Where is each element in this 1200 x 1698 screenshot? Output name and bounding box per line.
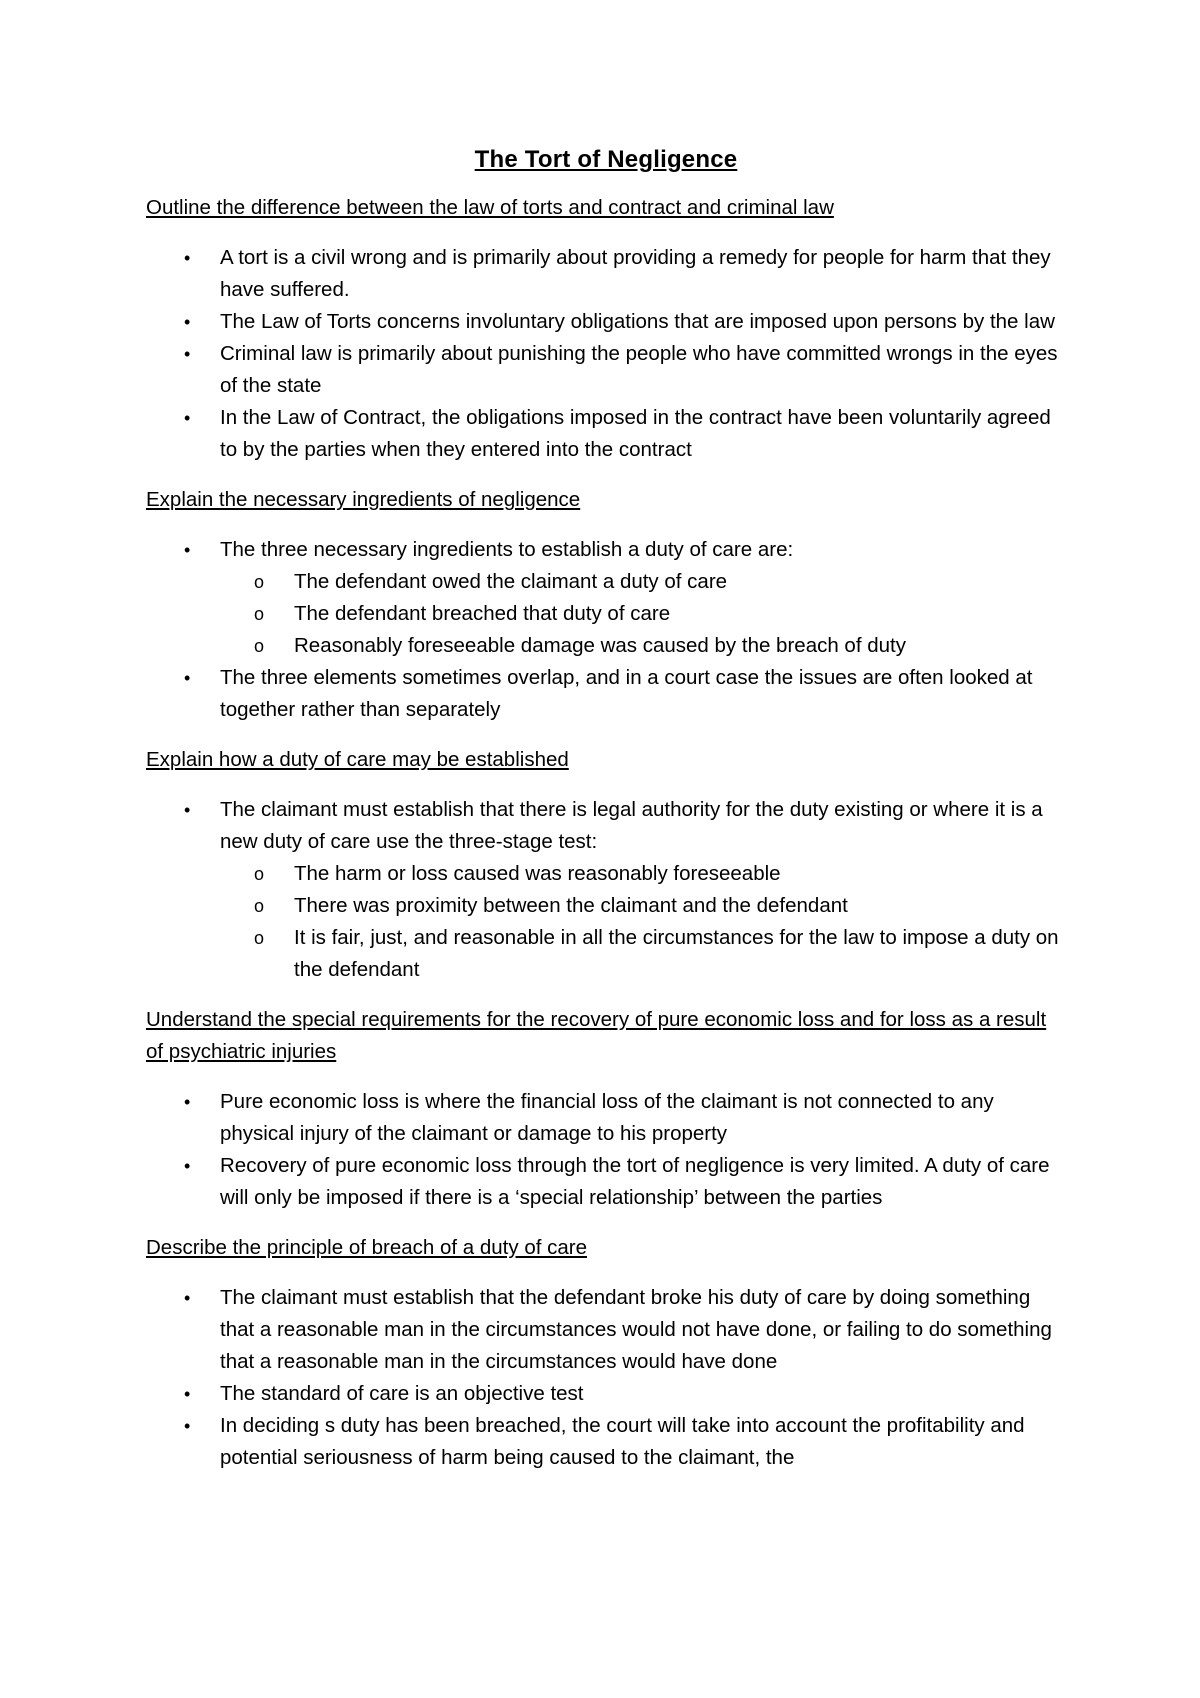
bullet-list xyxy=(146,794,1066,986)
sub-bullet-item xyxy=(220,630,1066,662)
bullet-text: Pure economic loss is where the financial loss of the claimant is not connected to any physical injury of the claimant or damage to his property xyxy=(220,1090,994,1145)
sub-list-wrapper xyxy=(146,858,1066,986)
bullet-list xyxy=(146,534,1066,726)
sections-container xyxy=(146,192,1066,1474)
sub-bullet-item xyxy=(220,566,1066,598)
circle-bullet-icon: o xyxy=(254,636,265,656)
section-heading: Explain the necessary ingredients of negligence xyxy=(146,488,581,511)
bullet-text: The standard of care is an objective test xyxy=(220,1382,584,1405)
bullet-item xyxy=(146,1282,1066,1378)
bullet-dot-icon: • xyxy=(184,344,191,364)
bullet-item xyxy=(146,1410,1066,1474)
bullet-list xyxy=(146,242,1066,466)
sub-bullet-item xyxy=(220,858,1066,890)
sub-bullet-text: The defendant owed the claimant a duty of care xyxy=(294,570,728,593)
bullet-dot-icon: • xyxy=(184,1156,191,1176)
sub-bullet-item xyxy=(220,890,1066,922)
bullet-item xyxy=(146,1086,1066,1150)
bullet-dot-icon: • xyxy=(184,312,191,332)
bullet-text: The claimant must establish that there is legal authority for the duty existing or where it is a new duty of care use the three-stage test: xyxy=(220,798,1043,853)
bullet-dot-icon: • xyxy=(184,540,191,560)
document-title: The Tort of Negligence xyxy=(474,146,738,173)
bullet-item xyxy=(146,242,1066,306)
bullet-text: Recovery of pure economic loss through the tort of negligence is very limited. A duty of care will only be imposed if there is a ‘special relationship’ between the parties xyxy=(220,1154,1050,1209)
bullet-item xyxy=(146,306,1066,338)
bullet-item xyxy=(146,1378,1066,1410)
bullet-item xyxy=(146,1150,1066,1214)
bullet-text: The three elements sometimes overlap, and in a court case the issues are often looked at together rather than separately xyxy=(220,666,1033,721)
bullet-list xyxy=(146,1086,1066,1214)
bullet-dot-icon: • xyxy=(184,408,191,428)
sub-bullet-text: There was proximity between the claimant and the defendant xyxy=(294,894,848,917)
bullet-text: In the Law of Contract, the obligations imposed in the contract have been voluntarily agreed to by the parties when they entered into the contract xyxy=(220,406,1051,461)
sub-bullet-text: The defendant breached that duty of care xyxy=(294,602,671,625)
sub-bullet-text: The harm or loss caused was reasonably foreseeable xyxy=(294,862,781,885)
bullet-text: The three necessary ingredients to establish a duty of care are: xyxy=(220,538,794,561)
section-heading: Understand the special requirements for the recovery of pure economic loss and for loss as a result of psychiatric injuries xyxy=(146,1008,1047,1063)
bullet-item xyxy=(146,534,1066,566)
bullet-text: Criminal law is primarily about punishing the people who have committed wrongs in the eyes of the state xyxy=(220,342,1058,397)
sub-bullet-item xyxy=(220,598,1066,630)
bullet-dot-icon: • xyxy=(184,800,191,820)
circle-bullet-icon: o xyxy=(254,928,265,948)
bullet-text: In deciding s duty has been breached, the court will take into account the profitability and potential seriousness of harm being caused to the claimant, the xyxy=(220,1414,1025,1469)
bullet-item xyxy=(146,338,1066,402)
bullet-dot-icon: • xyxy=(184,1288,191,1308)
bullet-list xyxy=(146,1282,1066,1474)
bullet-item xyxy=(146,662,1066,726)
bullet-text: The claimant must establish that the defendant broke his duty of care by doing something that a reasonable man in the circumstances would not have done, or failing to do something that a reasonable man in the circumstances would have done xyxy=(220,1286,1052,1373)
section-heading: Outline the difference between the law of torts and contract and criminal law xyxy=(146,196,834,219)
circle-bullet-icon: o xyxy=(254,572,265,592)
bullet-item xyxy=(146,794,1066,858)
bullet-text: The Law of Torts concerns involuntary obligations that are imposed upon persons by the law xyxy=(220,310,1055,333)
circle-bullet-icon: o xyxy=(254,604,265,624)
document-body xyxy=(146,146,1066,1492)
circle-bullet-icon: o xyxy=(254,896,265,916)
sub-bullet-text: Reasonably foreseeable damage was caused by the breach of duty xyxy=(294,634,906,657)
bullet-dot-icon: • xyxy=(184,248,191,268)
bullet-text: A tort is a civil wrong and is primarily about providing a remedy for people for harm that they have suffered. xyxy=(220,246,1051,301)
section-heading: Explain how a duty of care may be established xyxy=(146,748,569,771)
sub-list-wrapper xyxy=(146,566,1066,662)
bullet-dot-icon: • xyxy=(184,1092,191,1112)
circle-bullet-icon: o xyxy=(254,864,265,884)
sub-bullet-text: It is fair, just, and reasonable in all the circumstances for the law to impose a duty on the defendant xyxy=(294,926,1059,981)
bullet-dot-icon: • xyxy=(184,1416,191,1436)
sub-bullet-item xyxy=(220,922,1066,986)
bullet-dot-icon: • xyxy=(184,668,191,688)
bullet-dot-icon: • xyxy=(184,1384,191,1404)
sub-bullet-list xyxy=(220,858,1066,986)
section-heading: Describe the principle of breach of a duty of care xyxy=(146,1236,587,1259)
bullet-item xyxy=(146,402,1066,466)
sub-bullet-list xyxy=(220,566,1066,662)
